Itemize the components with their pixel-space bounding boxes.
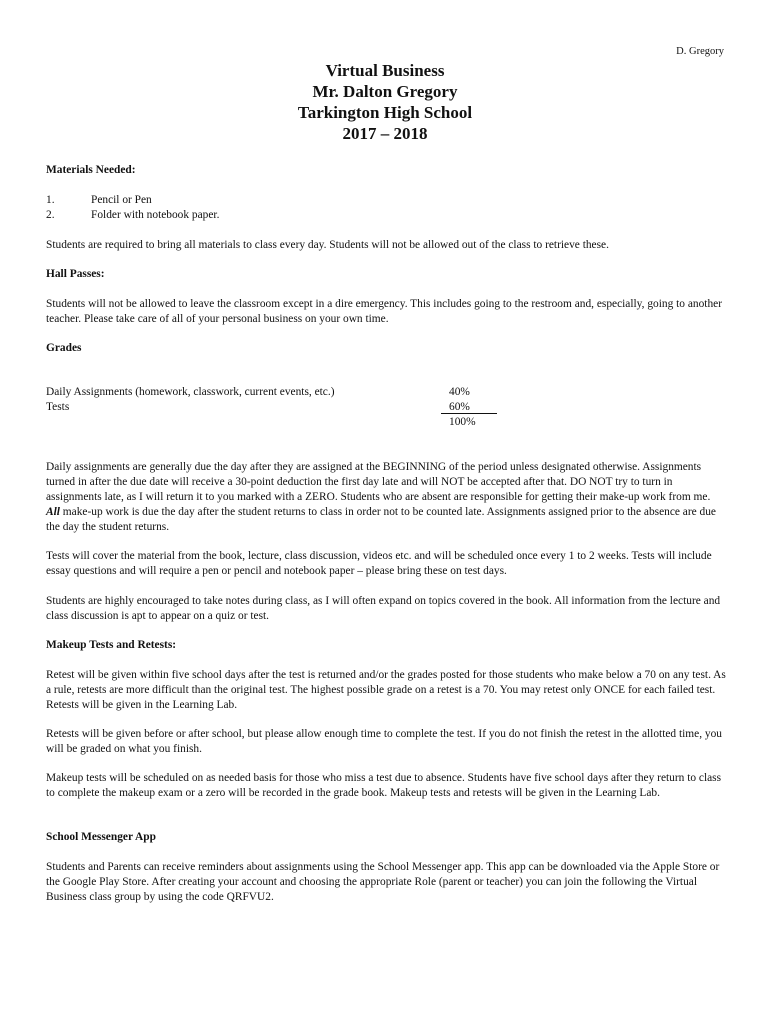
hall-passes-text: Students will not be allowed to leave the classroom except in a dire emergency. This includes going to the restroom and, especially, going to another teacher. Please take care of all of your personal business on your own time. [46, 298, 722, 325]
list-item [46, 208, 219, 223]
makeup-paragraph-timing: Retests will be given before or after school, but please allow enough time to complete the test. If you do not finish the retest in the allotted time, you will be graded on what you finish. [46, 728, 722, 755]
grades-heading: Grades [46, 342, 82, 354]
grade-label-tests: Tests [46, 401, 70, 413]
teacher-name: Mr. Dalton Gregory [312, 82, 458, 101]
list-item-text: Pencil or Pen [91, 194, 152, 206]
messenger-heading: School Messenger App [46, 831, 156, 843]
makeup-heading: Makeup Tests and Retests: [46, 639, 177, 651]
grade-total-rule [441, 413, 497, 414]
school-name: Tarkington High School [297, 103, 473, 122]
grades-paragraph-tests: Tests will cover the material from the book, lecture, class discussion, videos etc. and will be scheduled once every 1 to 2 weeks. Tests will include essay questions and will require a pen or pencil and notebook paper – please bring these on test days. [46, 550, 712, 577]
hall-passes-heading: Hall Passes: [46, 268, 105, 280]
list-item-number: 1. [46, 194, 55, 206]
assignments-emphasis: All [46, 506, 60, 518]
makeup-paragraph-absence: Makeup tests will be scheduled on as needed basis for those who miss a test due to absence. Students have five school days after they return to class to complete the makeup exam or a zero will be recorded in the grade book. Makeup tests and retests will be given in the Learning Lab. [46, 772, 722, 799]
assignments-text-2: make-up work is due the day after the student returns to class in order not to be counted late. Assignments assigned prior to the absence are due the day the student returns. [46, 506, 716, 533]
course-title: Virtual Business [325, 61, 445, 80]
messenger-text: Students and Parents can receive reminders about assignments using the School Messenger app. This app can be downloaded via the Apple Store or the Google Play Store. After creating your account and choosing the appropriate Role (parent or teacher) you can join the following the Virtual Business class group by using the code QRFVU2. [46, 861, 720, 903]
list-item-text: Folder with notebook paper. [91, 209, 220, 221]
title-block [0, 60, 770, 144]
list-item-number: 2. [46, 209, 55, 221]
school-year: 2017 – 2018 [342, 124, 428, 143]
grade-value-tests: 60% [449, 401, 470, 413]
assignments-text-1: Daily assignments are generally due the day after they are assigned at the BEGINNING of the period unless designated otherwise. Assignments turned in after the due date will receive a 30-point deduction the first day late and will NOT be accepted after that. DO NOT try to turn in assignments late, as I will return it to you marked with a ZERO. Students who are absent are responsible for getting their make-up work from me. [46, 461, 711, 503]
makeup-paragraph-retest: Retest will be given within five school days after the test is returned and/or the grades posted for those students who make below a 70 on any test. As a rule, retests are more difficult than the original test. The highest possible grade on a retest is a 70. You may retest only ONCE for each failed test. Retests will be given in the Learning Lab. [46, 669, 726, 711]
materials-note: Students are required to bring all materials to class every day. Students will not be allowed out of the class to retrieve these. [46, 239, 609, 251]
grades-paragraph-notes: Students are highly encouraged to take notes during class, as I will often expand on topics covered in the book. All information from the lecture and class discussion is apt to appear on a quiz or test. [46, 595, 721, 622]
materials-heading: Materials Needed: [46, 164, 136, 176]
grade-total: 100% [449, 416, 476, 428]
grade-value-daily: 40% [449, 386, 470, 398]
list-item [46, 193, 152, 208]
header-author: D. Gregory [676, 46, 724, 57]
grades-paragraph-assignments [46, 460, 726, 535]
grade-label-daily: Daily Assignments (homework, classwork, current events, etc.) [46, 386, 335, 398]
